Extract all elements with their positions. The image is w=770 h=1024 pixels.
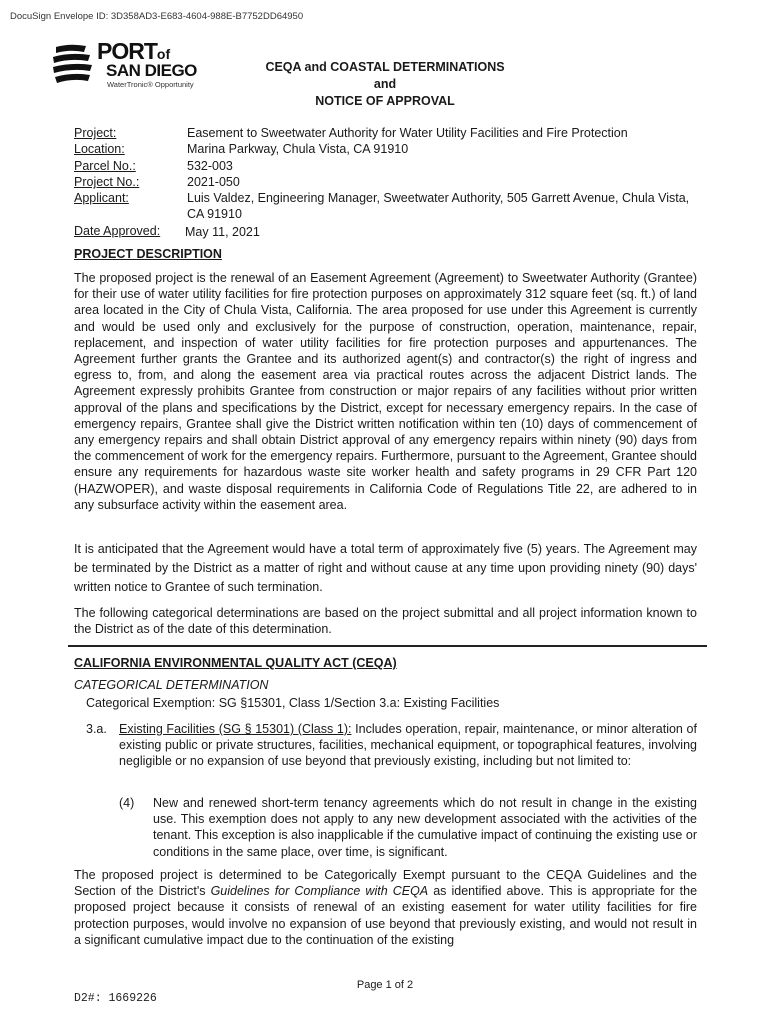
ceqa-conclusion: The proposed project is determined to be Categorically Exempt pursuant to the CEQA Guidelines and the Section of the District's Guidelines for Compliance with CEQA as identified above. This is appropriate for the proposed project because it consists of renewal of an existing easement for water utility facilities for fire protection purposes, would involve no expansion of use beyond that previously existing, and would not result in a significant cumulative impact due to the continuation of the existing [74, 868, 698, 947]
envelope-id: DocuSign Envelope ID: 3D358AD3-E683-4604-988E-B7752DD64950 [10, 11, 304, 22]
location-value: Marina Parkway, Chula Vista, CA 91910 [187, 142, 409, 156]
ceqa-heading: CALIFORNIA ENVIRONMENTAL QUALITY ACT (CEQA) [74, 656, 397, 670]
page-number: Page 1 of 2 [356, 979, 414, 991]
port-logo [52, 38, 212, 91]
categorical-exemption: Categorical Exemption: SG §15301, Class 1/Section 3.a: Existing Facilities [86, 696, 500, 710]
section-divider [68, 645, 707, 647]
item-3a-number: 3.a. [86, 722, 107, 736]
item-3a-body: Includes operation, repair, maintenance, or minor alteration of existing public or private structures, facilities, mechanical equipment, or topographical features, involving negligible or no expansion of use beyond that previously existing, including but not limited to: [119, 722, 697, 769]
project-no-label: Project No.: [74, 175, 140, 189]
project-description-paragraph-1: The proposed project is the renewal of an Easement Agreement (Agreement) to Sweetwater Authority (Grantee) for their use of water utility facilities for fire protection purposes on approximately 312 square feet (sq. ft.) of land area located in the City of Chula Vista, California. The area proposed for use under this Agreement is currently and would be used only and exclusively for the purpose of construction, operation, maintenance, repair, replacement, and inspection of water utility facilities for fire protection purposes and appurtenances. The Agreement further grants the Grantee and its authorized agent(s) and contractor(s) the right of ingress and egress to, from, and along the easement area via practical routes across the adjacent District lands. The Agreement expressly prohibits Grantee from construction or major repairs of any facilities without prior written approval of the plans and specifications by the District, except for necessary emergency repairs. In the case of emergency repairs, Grantee shall give the District written notification within ten (10) days of commencement of any emergency repairs and shall obtain District approval of any emergency repairs within ninety (90) days from the commencement of work for the emergency repairs. Furthermore, pursuant to the Agreement, Grantee should ensure any requirements for hazardous waste site worker health and safety programs in 29 CFR Part 120 (HAZWOPER), and waste disposal requirements in California Code of Regulations Title 22, are adhered to in any subsurface activity within the easement area. [74, 271, 697, 512]
item-3a-text [119, 721, 697, 770]
parcel-label: Parcel No.: [74, 159, 136, 173]
project-description-paragraph-2: It is anticipated that the Agreement would have a total term of approximately five (5) years. The Agreement may be terminated by the District as a matter of right and without cause at any time upon providing ninety (90) days' written notice to Grantee of such termination. [74, 542, 697, 594]
date-approved-value: May 11, 2021 [185, 225, 260, 239]
date-approved-label: Date Approved: [74, 224, 161, 238]
item-3a-title: Existing Facilities (SG § 15301) (Class 1): [119, 722, 352, 736]
categorical-determination-heading: CATEGORICAL DETERMINATION [74, 678, 269, 692]
title-line-2: and [373, 77, 397, 91]
project-value: Easement to Sweetwater Authority for Water Utility Facilities and Fire Protection [187, 126, 628, 140]
title-line-3: NOTICE OF APPROVAL [315, 94, 455, 108]
subitem-4-number: (4) [119, 796, 135, 810]
applicant-value: Luis Valdez, Engineering Manager, Sweetwater Authority, 505 Garrett Avenue, Chula Vista, CA 91910 [187, 191, 690, 221]
logo-tagline: WaterTronic® Opportunity [107, 80, 194, 89]
project-description-heading: PROJECT DESCRIPTION [74, 247, 222, 261]
project-description-paragraph-3: The following categorical determinations are based on the project submittal and all project information known to the District as of the date of this determination. [74, 606, 697, 637]
subitem-4-text: New and renewed short-term tenancy agreements which do not result in change in the existing use. This exemption does not apply to any new development associated with the activities of the tenant. This exception is also inapplicable if the cumulative impact of continuing the existing use or conditions in the same place, over time, is significant. [153, 796, 697, 859]
document-number: D2#: 1669226 [74, 992, 157, 1005]
project-no-value: 2021-050 [187, 175, 240, 189]
applicant-label: Applicant: [74, 191, 129, 205]
parcel-value: 532-003 [187, 159, 233, 173]
location-label: Location: [74, 142, 125, 156]
port-wave-icon [52, 41, 94, 89]
logo-san-diego-text: SAN DIEGO [106, 61, 197, 80]
logo-port-text: PORTof [97, 38, 171, 64]
title-line-1: CEQA and COASTAL DETERMINATIONS [265, 60, 505, 74]
project-label: Project: [74, 126, 117, 140]
